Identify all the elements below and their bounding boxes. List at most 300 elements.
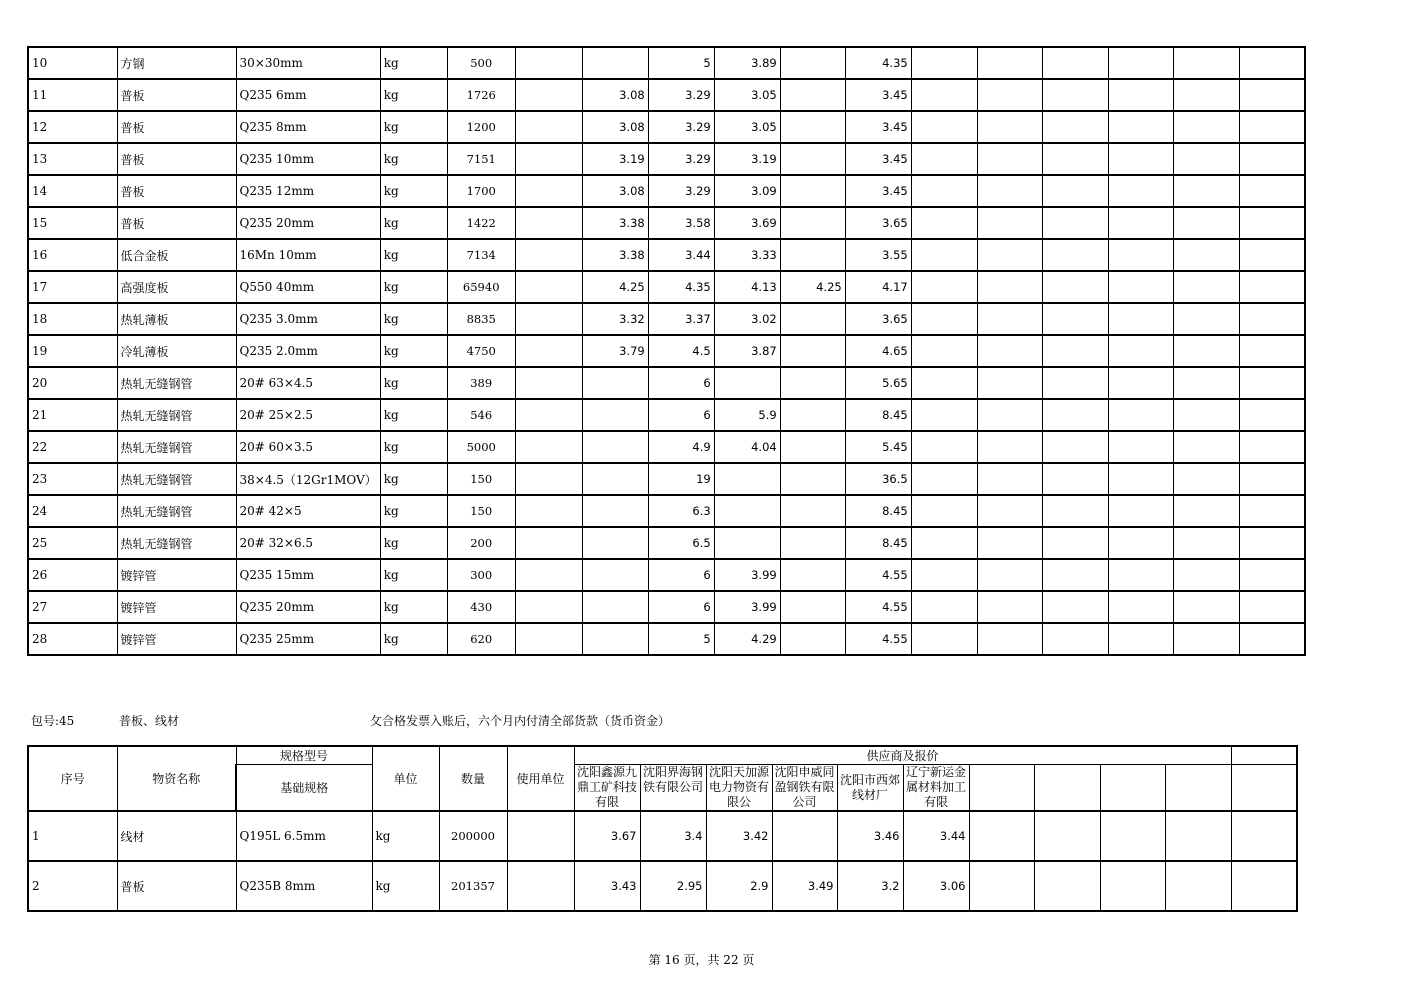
price-cell: 3.09 <box>714 175 780 207</box>
use-unit <box>515 431 582 463</box>
table-row <box>28 811 1297 861</box>
row-number: 27 <box>28 591 117 623</box>
row-number: 2 <box>28 861 117 911</box>
empty-cell <box>977 623 1042 655</box>
price-cell: 3.58 <box>648 207 714 239</box>
price-cell: 3.44 <box>648 239 714 271</box>
empty-cell <box>1173 335 1239 367</box>
empty-cell <box>1108 399 1173 431</box>
table-row <box>28 335 1305 367</box>
price-cell <box>780 175 845 207</box>
use-unit <box>515 463 582 495</box>
price-cell: 3.2 <box>837 861 903 911</box>
price-cell: 3.87 <box>714 335 780 367</box>
empty-cell <box>977 47 1042 79</box>
empty-cell <box>1042 111 1108 143</box>
price-cell: 3.67 <box>574 811 640 861</box>
supplier-empty-cell <box>1034 765 1100 812</box>
unit: kg <box>380 623 447 655</box>
empty-cell <box>911 79 977 111</box>
use-unit <box>507 861 574 911</box>
empty-cell <box>1173 463 1239 495</box>
price-cell: 3.02 <box>714 303 780 335</box>
price-cell <box>582 559 648 591</box>
supplier-empty-cell <box>969 765 1034 812</box>
price-cell: 3.05 <box>714 111 780 143</box>
quantity: 1700 <box>447 175 515 207</box>
table-row <box>28 111 1305 143</box>
empty-cell <box>911 431 977 463</box>
empty-cell <box>1100 811 1165 861</box>
price-cell: 5.45 <box>845 431 911 463</box>
page-footer: 第 16 页，共 22 页 <box>648 953 755 967</box>
price-cell: 3.65 <box>845 207 911 239</box>
use-unit <box>515 79 582 111</box>
table-row <box>28 239 1305 271</box>
spec: Q235 20mm <box>236 207 380 239</box>
price-cell <box>780 367 845 399</box>
material-name: 镀锌管 <box>117 559 236 591</box>
header-spec-group: 规格型号 <box>236 746 372 765</box>
price-cell: 3.38 <box>582 239 648 271</box>
empty-cell <box>1173 271 1239 303</box>
empty-cell <box>911 207 977 239</box>
header-unit: 单位 <box>372 746 439 811</box>
unit: kg <box>380 239 447 271</box>
unit: kg <box>380 367 447 399</box>
row-number: 19 <box>28 335 117 367</box>
empty-cell <box>1042 431 1108 463</box>
table-row <box>28 143 1305 175</box>
empty-cell <box>977 111 1042 143</box>
use-unit <box>515 239 582 271</box>
empty-cell <box>1173 559 1239 591</box>
table-row <box>28 559 1305 591</box>
empty-cell <box>1173 399 1239 431</box>
empty-cell <box>977 79 1042 111</box>
empty-cell <box>911 591 977 623</box>
empty-cell <box>1173 367 1239 399</box>
price-cell: 3.08 <box>582 79 648 111</box>
table-row <box>28 623 1305 655</box>
price-cell: 3.89 <box>714 47 780 79</box>
material-name: 热轧无缝钢管 <box>117 495 236 527</box>
spec: 20# 25×2.5 <box>236 399 380 431</box>
empty-cell <box>977 431 1042 463</box>
material-name: 冷轧薄板 <box>117 335 236 367</box>
empty-cell <box>1108 591 1173 623</box>
empty-cell <box>977 591 1042 623</box>
supplier-name: 沈阳天加源电力物资有限公 <box>706 765 772 812</box>
empty-cell <box>977 271 1042 303</box>
price-cell <box>582 623 648 655</box>
use-unit <box>515 559 582 591</box>
price-cell <box>582 495 648 527</box>
price-cell <box>780 207 845 239</box>
unit: kg <box>372 861 439 911</box>
empty-cell <box>1239 495 1305 527</box>
price-cell: 4.04 <box>714 431 780 463</box>
spec: 20# 42×5 <box>236 495 380 527</box>
spec: Q235 8mm <box>236 111 380 143</box>
empty-cell <box>1042 463 1108 495</box>
unit: kg <box>380 591 447 623</box>
price-cell: 3.46 <box>837 811 903 861</box>
price-cell: 3.05 <box>714 79 780 111</box>
row-number: 28 <box>28 623 117 655</box>
spec: 20# 63×4.5 <box>236 367 380 399</box>
price-cell: 3.45 <box>845 111 911 143</box>
material-name: 低合金板 <box>117 239 236 271</box>
price-cell: 3.45 <box>845 143 911 175</box>
header-name: 物资名称 <box>117 746 236 811</box>
empty-cell <box>1165 811 1231 861</box>
table-row <box>28 303 1305 335</box>
empty-cell <box>1042 559 1108 591</box>
empty-cell <box>1042 367 1108 399</box>
empty-cell <box>1108 495 1173 527</box>
material-name: 线材 <box>117 811 236 861</box>
price-cell: 3.44 <box>903 811 969 861</box>
empty-cell <box>1042 591 1108 623</box>
price-table-top <box>27 46 1306 656</box>
price-cell: 4.55 <box>845 591 911 623</box>
quantity: 150 <box>447 463 515 495</box>
use-unit <box>515 591 582 623</box>
empty-cell <box>911 559 977 591</box>
price-cell <box>780 303 845 335</box>
empty-cell <box>1239 591 1305 623</box>
table-row <box>28 79 1305 111</box>
price-cell <box>582 431 648 463</box>
empty-cell <box>1173 207 1239 239</box>
price-cell <box>780 591 845 623</box>
material-name: 热轧无缝钢管 <box>117 367 236 399</box>
empty-cell <box>1108 47 1173 79</box>
empty-cell <box>1173 527 1239 559</box>
supplier-empty-cell <box>1100 765 1165 812</box>
empty-cell <box>1239 239 1305 271</box>
row-number: 23 <box>28 463 117 495</box>
empty-cell <box>1239 367 1305 399</box>
unit: kg <box>372 811 439 861</box>
empty-cell <box>1042 143 1108 175</box>
empty-cell <box>911 47 977 79</box>
empty-cell <box>1100 861 1165 911</box>
supplier-name: 沈阳鑫源九鼎工矿科技有限 <box>574 765 640 812</box>
quantity: 389 <box>447 367 515 399</box>
empty-cell <box>1239 175 1305 207</box>
table-row <box>28 399 1305 431</box>
empty-cell <box>1108 367 1173 399</box>
empty-cell <box>911 623 977 655</box>
empty-cell <box>1108 303 1173 335</box>
price-cell: 5.9 <box>714 399 780 431</box>
price-cell <box>780 143 845 175</box>
header-suppliers-group: 供应商及报价 <box>574 746 1231 765</box>
empty-cell <box>1239 143 1305 175</box>
unit: kg <box>380 335 447 367</box>
price-cell: 3.4 <box>640 811 706 861</box>
material-name: 热轧薄板 <box>117 303 236 335</box>
row-number: 25 <box>28 527 117 559</box>
quantity: 5000 <box>447 431 515 463</box>
empty-cell <box>1173 623 1239 655</box>
price-cell: 6 <box>648 399 714 431</box>
unit: kg <box>380 143 447 175</box>
empty-cell <box>1042 207 1108 239</box>
price-cell: 4.5 <box>648 335 714 367</box>
price-cell: 4.17 <box>845 271 911 303</box>
use-unit <box>515 623 582 655</box>
empty-cell <box>1173 79 1239 111</box>
empty-cell <box>911 495 977 527</box>
price-cell <box>780 399 845 431</box>
empty-cell <box>977 175 1042 207</box>
empty-cell <box>1042 399 1108 431</box>
empty-cell <box>1173 431 1239 463</box>
empty-cell <box>1239 623 1305 655</box>
empty-cell <box>969 811 1034 861</box>
price-cell <box>582 463 648 495</box>
empty-cell <box>1239 271 1305 303</box>
supplier-name: 沈阳申威同盈钢铁有限公司 <box>772 765 837 812</box>
table-row <box>28 271 1305 303</box>
header-qty: 数量 <box>439 746 507 811</box>
price-cell: 4.65 <box>845 335 911 367</box>
empty-cell <box>911 335 977 367</box>
quantity: 150 <box>447 495 515 527</box>
empty-cell <box>1173 495 1239 527</box>
table-row <box>28 861 1297 911</box>
price-cell: 2.95 <box>640 861 706 911</box>
price-cell: 5 <box>648 47 714 79</box>
supplier-name: 沈阳市西郊线材厂 <box>837 765 903 812</box>
empty-cell <box>1239 79 1305 111</box>
price-cell <box>582 591 648 623</box>
price-cell: 6 <box>648 591 714 623</box>
row-number: 13 <box>28 143 117 175</box>
price-cell: 3.38 <box>582 207 648 239</box>
empty-cell <box>1108 239 1173 271</box>
spec: Q235 6mm <box>236 79 380 111</box>
empty-cell <box>1239 463 1305 495</box>
price-cell: 8.45 <box>845 399 911 431</box>
empty-cell <box>1173 111 1239 143</box>
package-label: 包号:45 <box>31 714 75 728</box>
table-row <box>28 591 1305 623</box>
spec: 20# 32×6.5 <box>236 527 380 559</box>
empty-cell <box>911 527 977 559</box>
empty-cell <box>1239 559 1305 591</box>
price-cell <box>780 463 845 495</box>
row-number: 21 <box>28 399 117 431</box>
empty-cell <box>1173 591 1239 623</box>
price-cell: 3.19 <box>714 143 780 175</box>
quantity: 300 <box>447 559 515 591</box>
table-row <box>28 175 1305 207</box>
price-cell: 4.25 <box>780 271 845 303</box>
empty-cell <box>1042 495 1108 527</box>
empty-cell <box>1042 239 1108 271</box>
quantity: 7134 <box>447 239 515 271</box>
row-number: 20 <box>28 367 117 399</box>
price-cell: 5.65 <box>845 367 911 399</box>
price-cell <box>780 431 845 463</box>
material-name: 普板 <box>117 207 236 239</box>
price-cell: 3.29 <box>648 175 714 207</box>
supplier-empty-cell <box>1165 765 1231 812</box>
quantity: 201357 <box>439 861 507 911</box>
spec: 20# 60×3.5 <box>236 431 380 463</box>
price-cell: 5 <box>648 623 714 655</box>
empty-cell <box>977 559 1042 591</box>
material-name: 热轧无缝钢管 <box>117 431 236 463</box>
empty-cell <box>1173 143 1239 175</box>
use-unit <box>515 367 582 399</box>
quantity: 1200 <box>447 111 515 143</box>
price-cell: 3.33 <box>714 239 780 271</box>
empty-cell <box>911 463 977 495</box>
quantity: 430 <box>447 591 515 623</box>
empty-cell <box>1108 335 1173 367</box>
price-cell: 2.9 <box>706 861 772 911</box>
empty-cell <box>1239 207 1305 239</box>
price-cell: 3.43 <box>574 861 640 911</box>
price-cell <box>780 623 845 655</box>
empty-cell <box>1108 431 1173 463</box>
empty-cell <box>1108 527 1173 559</box>
empty-cell <box>1173 47 1239 79</box>
supplier-name: 沈阳界海钢铁有限公司 <box>640 765 706 812</box>
empty-cell <box>1108 207 1173 239</box>
row-number: 12 <box>28 111 117 143</box>
empty-cell <box>1231 811 1297 861</box>
table-row <box>28 367 1305 399</box>
supplier-empty-cell <box>1231 765 1297 812</box>
price-cell <box>714 527 780 559</box>
empty-cell <box>1231 861 1297 911</box>
empty-cell <box>1239 111 1305 143</box>
price-cell: 3.29 <box>648 111 714 143</box>
use-unit <box>515 47 582 79</box>
header-no: 序号 <box>28 746 117 811</box>
unit: kg <box>380 111 447 143</box>
empty-cell <box>1042 335 1108 367</box>
quantity: 620 <box>447 623 515 655</box>
package-name: 普板、线材 <box>119 714 180 728</box>
row-number: 18 <box>28 303 117 335</box>
use-unit <box>515 335 582 367</box>
price-cell <box>780 111 845 143</box>
material-name: 普板 <box>117 143 236 175</box>
price-cell: 8.45 <box>845 495 911 527</box>
header-use: 使用单位 <box>507 746 574 811</box>
spec: Q235 12mm <box>236 175 380 207</box>
price-cell: 36.5 <box>845 463 911 495</box>
spec: 16Mn 10mm <box>236 239 380 271</box>
price-cell <box>780 527 845 559</box>
table-row <box>28 463 1305 495</box>
empty-cell <box>1034 811 1100 861</box>
price-cell: 19 <box>648 463 714 495</box>
payment-terms: 攵合格发票入账后，六个月内付清全部货款（货币资金） <box>370 714 671 728</box>
row-number: 16 <box>28 239 117 271</box>
empty-cell <box>977 303 1042 335</box>
empty-cell <box>911 399 977 431</box>
header-empty-cell <box>1231 746 1297 765</box>
price-cell: 6 <box>648 367 714 399</box>
row-number: 1 <box>28 811 117 861</box>
price-cell: 4.25 <box>582 271 648 303</box>
material-name: 普板 <box>117 111 236 143</box>
price-cell: 3.69 <box>714 207 780 239</box>
unit: kg <box>380 559 447 591</box>
empty-cell <box>1108 79 1173 111</box>
table-row <box>28 207 1305 239</box>
empty-cell <box>911 367 977 399</box>
material-name: 方钢 <box>117 47 236 79</box>
spec: Q195L 6.5mm <box>236 811 372 861</box>
price-cell: 3.99 <box>714 591 780 623</box>
price-cell <box>582 399 648 431</box>
row-number: 26 <box>28 559 117 591</box>
price-cell <box>582 527 648 559</box>
use-unit <box>515 271 582 303</box>
table-row <box>28 527 1305 559</box>
price-cell: 3.65 <box>845 303 911 335</box>
empty-cell <box>969 861 1034 911</box>
unit: kg <box>380 399 447 431</box>
empty-cell <box>911 239 977 271</box>
unit: kg <box>380 175 447 207</box>
spec: Q235 25mm <box>236 623 380 655</box>
empty-cell <box>977 367 1042 399</box>
spec: Q235 10mm <box>236 143 380 175</box>
table-row <box>28 47 1305 79</box>
table-row <box>28 431 1305 463</box>
unit: kg <box>380 207 447 239</box>
spec: 38×4.5（12Gr1MOV） <box>236 463 380 495</box>
table-row <box>28 495 1305 527</box>
empty-cell <box>977 463 1042 495</box>
spec: Q235 2.0mm <box>236 335 380 367</box>
empty-cell <box>1173 175 1239 207</box>
material-name: 普板 <box>117 861 236 911</box>
spec: Q235 15mm <box>236 559 380 591</box>
empty-cell <box>1108 143 1173 175</box>
spec: Q235 20mm <box>236 591 380 623</box>
empty-cell <box>977 527 1042 559</box>
use-unit <box>515 175 582 207</box>
price-table-package-45 <box>27 745 1298 912</box>
empty-cell <box>1239 335 1305 367</box>
unit: kg <box>380 527 447 559</box>
empty-cell <box>977 207 1042 239</box>
header-spec: 基础规格 <box>236 765 372 812</box>
use-unit <box>507 811 574 861</box>
row-number: 11 <box>28 79 117 111</box>
quantity: 65940 <box>447 271 515 303</box>
material-name: 热轧无缝钢管 <box>117 399 236 431</box>
price-cell <box>780 335 845 367</box>
price-cell: 3.37 <box>648 303 714 335</box>
price-cell <box>780 47 845 79</box>
quantity: 8835 <box>447 303 515 335</box>
material-name: 镀锌管 <box>117 623 236 655</box>
use-unit <box>515 527 582 559</box>
unit: kg <box>380 303 447 335</box>
